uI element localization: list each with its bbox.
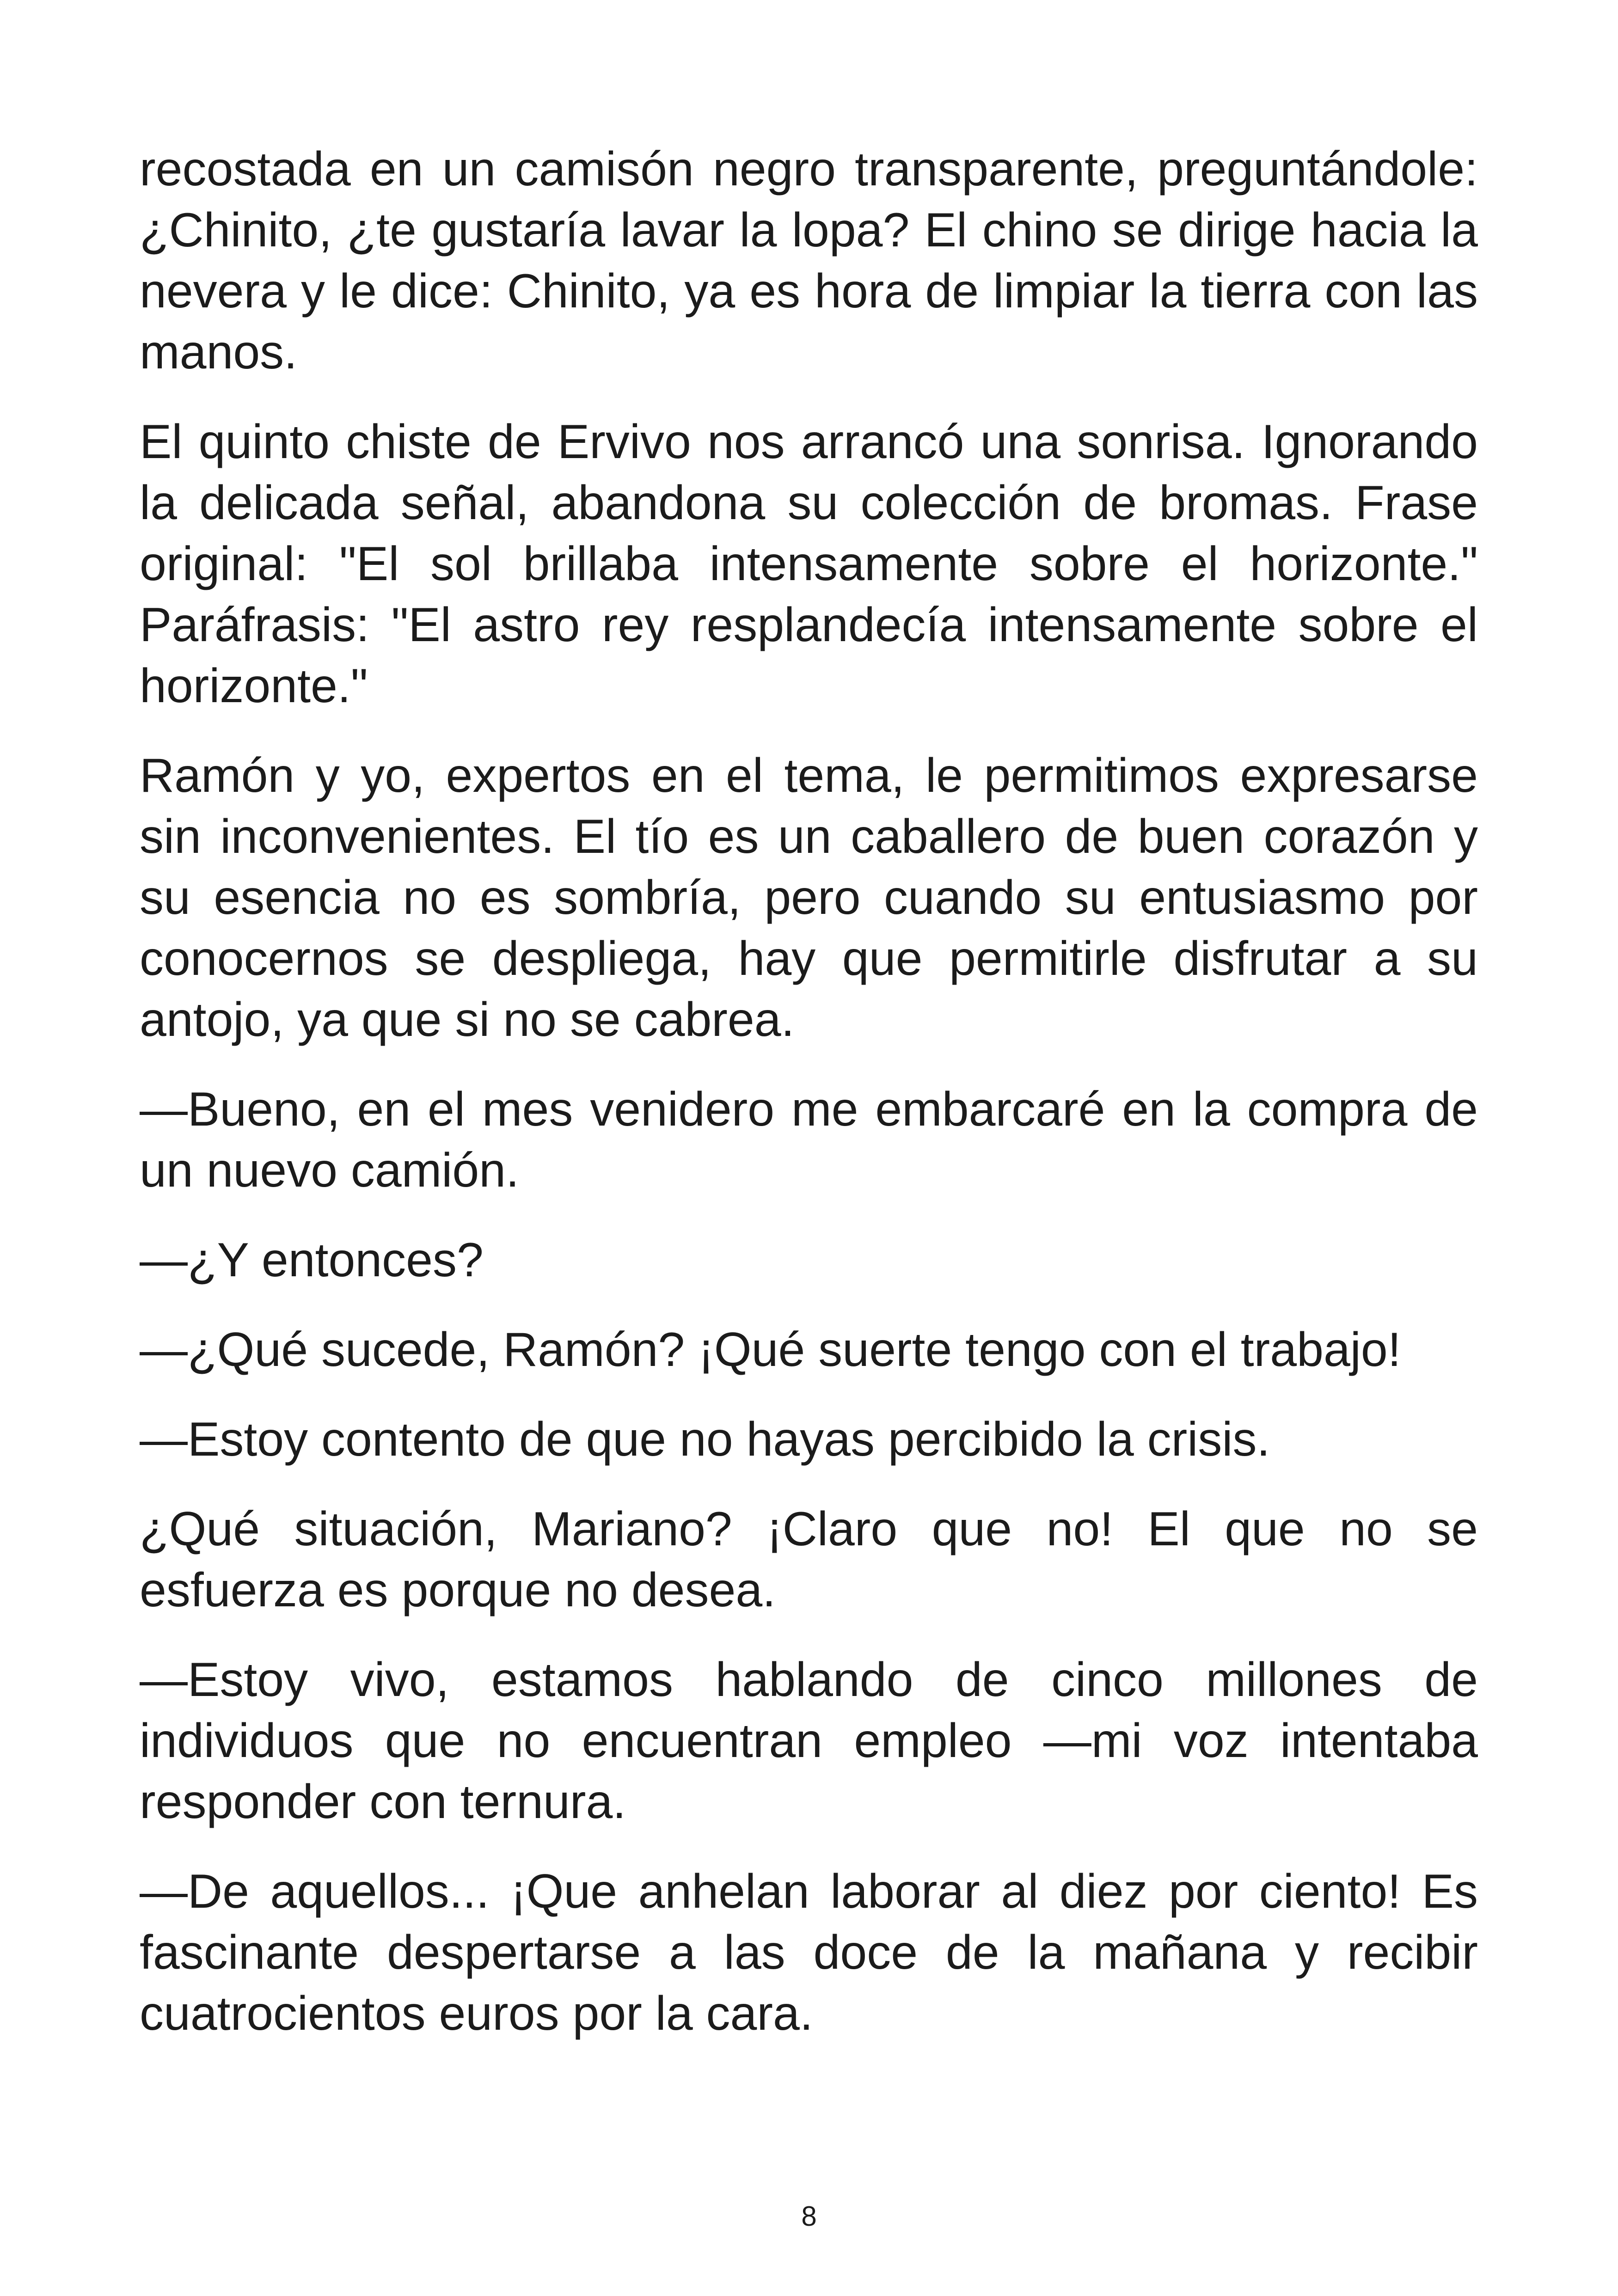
body-text (140, 139, 1478, 2073)
paragraph: —Bueno, en el mes venidero me embarcaré en la compra de un nuevo camión. (140, 1083, 1478, 1197)
paragraph: El quinto chiste de Ervivo nos arrancó una sonrisa. Ignorando la delicada señal, abandona su colección de bromas. Frase original: "El sol brillaba intensamente sobre el horizonte." Paráfrasis: "El astro rey resplandecía intensamente sobre el horizonte." (140, 415, 1478, 713)
paragraph: —De aquellos... ¡Que anhelan laborar al diez por ciento! Es fascinante despertarse a las doce de la mañana y recibir cuatrocientos euros por la cara. (140, 1865, 1478, 2040)
paragraph: recostada en un camisón negro transparente, preguntándole: ¿Chinito, ¿te gustaría lavar la lopa? El chino se dirige hacia la nevera y le dice: Chinito, ya es hora de limpiar la tierra con las manos. (140, 142, 1478, 379)
paragraph: —Estoy contento de que no hayas percibido la crisis. (140, 1413, 1270, 1466)
paragraph: ¿Qué situación, Mariano? ¡Claro que no! El que no se esfuerza es porque no desea. (140, 1502, 1478, 1617)
paragraph: —Estoy vivo, estamos hablando de cinco millones de individuos que no encuentran empleo —mi voz intentaba responder con ternura. (140, 1653, 1478, 1829)
paragraph: Ramón y yo, expertos en el tema, le permitimos expresarse sin inconvenientes. El tío es un caballero de buen corazón y su esencia no es sombría, pero cuando su entusiasmo por conocernos se despliega, hay que permitirle disfrutar a su antojo, ya que si no se cabrea. (140, 749, 1478, 1047)
page-number: 8 (801, 2201, 817, 2232)
paragraph: —¿Y entonces? (140, 1233, 484, 1287)
paragraph: —¿Qué sucede, Ramón? ¡Qué suerte tengo con el trabajo! (140, 1323, 1401, 1377)
